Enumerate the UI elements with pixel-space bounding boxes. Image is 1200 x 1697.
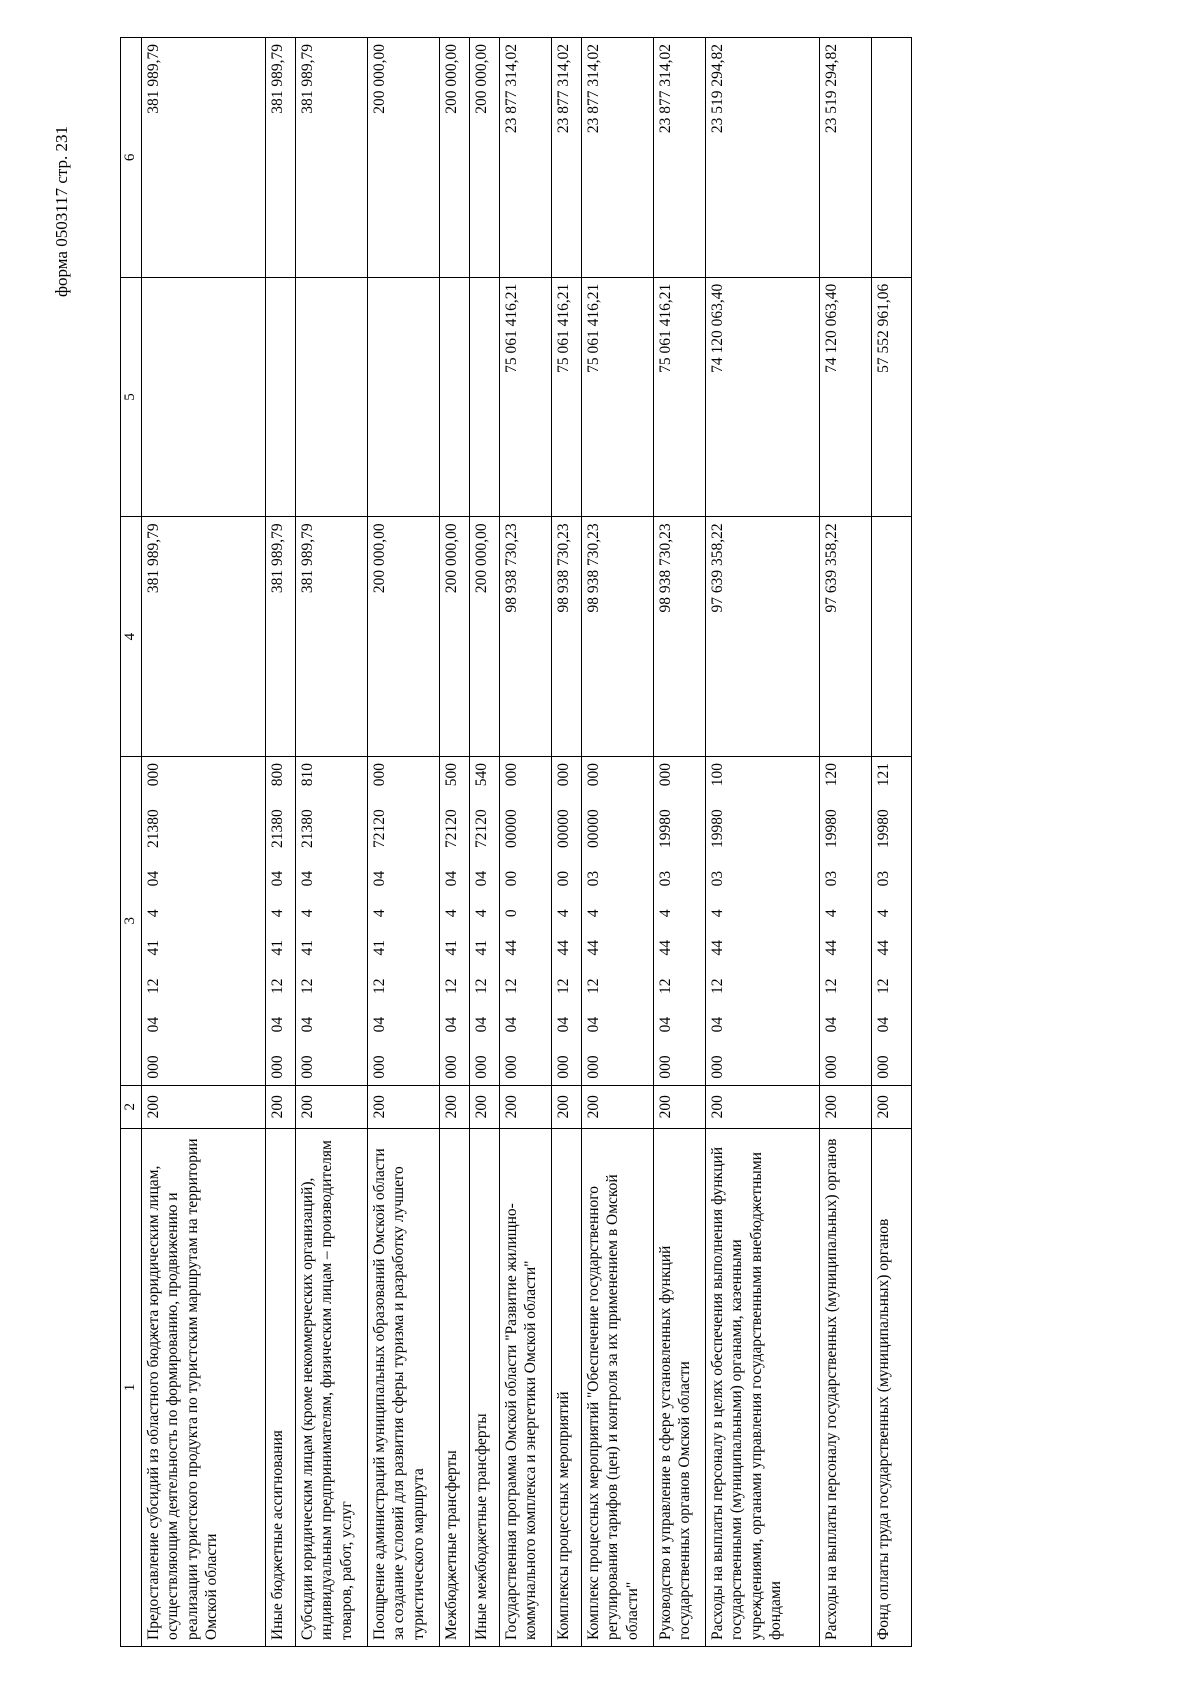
budget-code-segment: 12	[269, 978, 286, 994]
row-line-code-cell: 200	[872, 1085, 912, 1128]
column-number-row	[121, 38, 142, 1647]
table-row	[582, 38, 654, 1647]
budget-code-segment: 4	[269, 909, 286, 918]
budget-table	[120, 37, 912, 1647]
budget-code-segment: 000	[503, 763, 520, 787]
column-number: 5	[121, 277, 142, 517]
budget-code-segment: 00000	[585, 809, 602, 848]
budget-code-segment: 4	[657, 909, 674, 918]
budget-code-segment: 04	[371, 870, 388, 887]
table-row	[296, 38, 368, 1647]
budget-code-segment: 12	[473, 978, 490, 994]
row-unexecuted-cell: 200 000,00	[440, 38, 470, 278]
budget-code-segment: 12	[555, 978, 572, 994]
row-line-code-cell: 200	[706, 1085, 820, 1128]
row-approved-cell: 381 989,79	[296, 517, 368, 757]
row-unexecuted-cell: 200 000,00	[470, 38, 500, 278]
row-executed-cell	[142, 277, 266, 517]
budget-code-segment: 000	[657, 1055, 674, 1079]
row-executed-cell	[440, 277, 470, 517]
budget-code	[554, 763, 573, 1079]
row-executed-cell	[296, 277, 368, 517]
budget-code-segment: 04	[269, 870, 286, 887]
budget-code	[822, 763, 841, 1079]
row-executed-cell: 75 061 416,21	[582, 277, 654, 517]
budget-code-segment: 04	[473, 1016, 490, 1033]
budget-code-segment: 04	[443, 870, 460, 887]
row-budget-code-cell	[500, 756, 552, 1085]
budget-code-segment: 41	[299, 940, 316, 956]
budget-code-segment: 000	[371, 763, 388, 787]
budget-code-segment: 120	[823, 763, 840, 787]
budget-code-segment: 44	[555, 940, 572, 956]
budget-code	[656, 763, 675, 1079]
row-line-code-cell: 200	[500, 1085, 552, 1128]
row-line-code-cell: 200	[266, 1085, 296, 1128]
budget-code	[144, 763, 163, 1079]
row-unexecuted-cell: 23 877 314,02	[552, 38, 582, 278]
row-executed-cell: 75 061 416,21	[654, 277, 706, 517]
row-executed-cell	[470, 277, 500, 517]
budget-code-segment: 12	[875, 978, 892, 994]
table-row	[470, 38, 500, 1647]
table-row	[440, 38, 470, 1647]
budget-code-segment: 4	[443, 909, 460, 918]
column-number: 3	[121, 756, 142, 1085]
row-unexecuted-cell: 381 989,79	[266, 38, 296, 278]
budget-code	[472, 763, 491, 1079]
budget-code-segment: 21380	[145, 809, 162, 848]
budget-code	[502, 763, 521, 1079]
budget-code-segment: 72120	[473, 809, 490, 848]
budget-code-segment: 21380	[269, 809, 286, 848]
row-executed-cell: 74 120 063,40	[706, 277, 820, 517]
table-row	[872, 38, 912, 1647]
budget-code-segment: 04	[371, 1016, 388, 1033]
budget-code-segment: 4	[555, 909, 572, 918]
row-approved-cell: 98 938 730,23	[654, 517, 706, 757]
row-line-code-cell: 200	[368, 1085, 440, 1128]
budget-code-segment: 04	[875, 1016, 892, 1033]
column-number: 2	[121, 1085, 142, 1128]
row-line-code-cell: 200	[654, 1085, 706, 1128]
budget-code-segment: 04	[555, 1016, 572, 1033]
budget-code-segment: 44	[657, 940, 674, 956]
budget-code-segment: 000	[585, 1055, 602, 1079]
table-row	[820, 38, 872, 1647]
budget-code-segment: 03	[875, 870, 892, 887]
budget-code-segment: 19980	[823, 809, 840, 848]
row-unexecuted-cell: 381 989,79	[296, 38, 368, 278]
budget-code-segment: 4	[709, 909, 726, 918]
budget-code-segment: 4	[145, 909, 162, 918]
table-row	[368, 38, 440, 1647]
budget-code-segment: 000	[443, 1055, 460, 1079]
row-budget-code-cell	[266, 756, 296, 1085]
row-executed-cell	[266, 277, 296, 517]
budget-code-segment: 19980	[709, 809, 726, 848]
budget-code-segment: 04	[657, 1016, 674, 1033]
budget-code-segment: 03	[709, 870, 726, 887]
budget-code-segment: 800	[269, 763, 286, 787]
row-name-cell: Поощрение администраций муниципальных образований Омской области за создание условий для развития сферы туризма и разработку лучшего туристического маршрута	[368, 1128, 440, 1646]
row-name-cell: Иные межбюджетные трансферты	[470, 1128, 500, 1646]
row-line-code-cell: 200	[142, 1085, 266, 1128]
row-unexecuted-cell: 200 000,00	[368, 38, 440, 278]
row-unexecuted-cell: 23 519 294,82	[706, 38, 820, 278]
table-row	[552, 38, 582, 1647]
budget-code-segment: 41	[371, 940, 388, 956]
budget-code-segment: 4	[875, 909, 892, 918]
budget-code-segment: 000	[269, 1055, 286, 1079]
column-number: 1	[121, 1128, 142, 1646]
budget-code-segment: 04	[145, 1016, 162, 1033]
row-budget-code-cell	[582, 756, 654, 1085]
budget-code	[874, 763, 893, 1079]
budget-code	[298, 763, 317, 1079]
row-budget-code-cell	[654, 756, 706, 1085]
form-note: форма 0503117 стр. 231	[52, 126, 71, 297]
row-name-cell: Субсидии юридическим лицам (кроме некоммерческих организаций), индивидуальным предпринимателям, физическим лицам – производителям товаров, работ, услуг	[296, 1128, 368, 1646]
budget-code-segment: 44	[709, 940, 726, 956]
budget-code-segment: 04	[585, 1016, 602, 1033]
budget-code-segment: 12	[443, 978, 460, 994]
budget-code-segment: 00	[503, 870, 520, 887]
row-budget-code-cell	[820, 756, 872, 1085]
budget-code-segment: 000	[657, 763, 674, 787]
budget-code-segment: 04	[709, 1016, 726, 1033]
row-executed-cell: 75 061 416,21	[552, 277, 582, 517]
budget-code-segment: 000	[299, 1055, 316, 1079]
row-approved-cell: 97 639 358,22	[706, 517, 820, 757]
table-row	[266, 38, 296, 1647]
budget-code-segment: 44	[875, 940, 892, 956]
budget-code	[370, 763, 389, 1079]
budget-code-segment: 000	[709, 1055, 726, 1079]
row-name-cell: Расходы на выплаты персоналу в целях обеспечения выполнения функций государственными (муниципальными) органами, казенными учреждениями, органами управления государственными внебюджетными фондами	[706, 1128, 820, 1646]
budget-code-segment: 00000	[503, 809, 520, 848]
budget-code-segment: 04	[473, 870, 490, 887]
budget-code-segment: 4	[299, 909, 316, 918]
budget-code-segment: 000	[555, 763, 572, 787]
row-name-cell: Комплекс процессных мероприятий "Обеспечение государственного регулирования тарифов (цен) и контроля за их применением в Омской области"	[582, 1128, 654, 1646]
row-name-cell: Государственная программа Омской области "Развитие жилищно-коммунального комплекса и энергетики Омской области"	[500, 1128, 552, 1646]
budget-code-segment: 000	[145, 1055, 162, 1079]
budget-code-segment: 4	[585, 909, 602, 918]
budget-code-segment: 12	[709, 978, 726, 994]
row-unexecuted-cell: 23 877 314,02	[500, 38, 552, 278]
row-budget-code-cell	[872, 756, 912, 1085]
budget-code-segment: 000	[473, 1055, 490, 1079]
budget-code-segment: 12	[299, 978, 316, 994]
budget-code-segment: 00000	[555, 809, 572, 848]
budget-code-segment: 12	[657, 978, 674, 994]
budget-code-segment: 04	[503, 1016, 520, 1033]
budget-code	[268, 763, 287, 1079]
budget-code-segment: 41	[145, 940, 162, 956]
budget-code-segment: 04	[269, 1016, 286, 1033]
budget-code-segment: 44	[585, 940, 602, 956]
budget-code-segment: 44	[823, 940, 840, 956]
budget-code-segment: 4	[823, 909, 840, 918]
budget-code	[442, 763, 461, 1079]
budget-code-segment: 21380	[299, 809, 316, 848]
row-name-cell: Иные бюджетные ассигнования	[266, 1128, 296, 1646]
budget-code-segment: 0	[503, 909, 520, 918]
row-executed-cell: 75 061 416,21	[500, 277, 552, 517]
row-line-code-cell: 200	[820, 1085, 872, 1128]
budget-code-segment: 500	[443, 763, 460, 787]
row-line-code-cell: 200	[470, 1085, 500, 1128]
budget-code-segment: 000	[503, 1055, 520, 1079]
budget-code-segment: 12	[503, 978, 520, 994]
row-approved-cell: 200 000,00	[470, 517, 500, 757]
budget-code-segment: 810	[299, 763, 316, 787]
row-approved-cell	[872, 517, 912, 757]
table-row	[142, 38, 266, 1647]
row-executed-cell	[368, 277, 440, 517]
column-number: 6	[121, 38, 142, 278]
row-name-cell: Межбюджетные трансферты	[440, 1128, 470, 1646]
row-approved-cell: 381 989,79	[266, 517, 296, 757]
budget-code-segment: 72120	[443, 809, 460, 848]
budget-code-segment: 03	[823, 870, 840, 887]
budget-code-segment: 19980	[875, 809, 892, 848]
budget-code	[708, 763, 727, 1079]
budget-code-segment: 000	[371, 1055, 388, 1079]
budget-code-segment: 12	[585, 978, 602, 994]
row-name-cell: Расходы на выплаты персоналу государственных (муниципальных) органов	[820, 1128, 872, 1646]
budget-code-segment: 04	[299, 1016, 316, 1033]
row-budget-code-cell	[706, 756, 820, 1085]
budget-code-segment: 000	[875, 1055, 892, 1079]
budget-code-segment: 03	[657, 870, 674, 887]
budget-code-segment: 41	[443, 940, 460, 956]
row-unexecuted-cell: 23 877 314,02	[582, 38, 654, 278]
budget-code-segment: 12	[823, 978, 840, 994]
budget-code-segment: 4	[473, 909, 490, 918]
row-unexecuted-cell: 23 519 294,82	[820, 38, 872, 278]
budget-code-segment: 000	[555, 1055, 572, 1079]
row-budget-code-cell	[552, 756, 582, 1085]
budget-code-segment: 000	[823, 1055, 840, 1079]
row-budget-code-cell	[440, 756, 470, 1085]
row-approved-cell: 200 000,00	[368, 517, 440, 757]
row-executed-cell: 57 552 961,06	[872, 277, 912, 517]
table-row	[654, 38, 706, 1647]
row-approved-cell: 200 000,00	[440, 517, 470, 757]
row-name-cell: Предоставление субсидий из областного бюджета юридическим лицам, осуществляющим деятельность по формированию, продвижению и реализации туристского продукта по туристским маршрутам на территории Омской области	[142, 1128, 266, 1646]
budget-code-segment: 00	[555, 870, 572, 887]
row-line-code-cell: 200	[440, 1085, 470, 1128]
row-approved-cell: 98 938 730,23	[552, 517, 582, 757]
row-approved-cell: 381 989,79	[142, 517, 266, 757]
row-unexecuted-cell	[872, 38, 912, 278]
budget-code-segment: 12	[145, 978, 162, 994]
budget-code-segment: 44	[503, 940, 520, 956]
budget-code-segment: 04	[145, 870, 162, 887]
row-approved-cell: 98 938 730,23	[500, 517, 552, 757]
row-unexecuted-cell: 23 877 314,02	[654, 38, 706, 278]
row-executed-cell: 74 120 063,40	[820, 277, 872, 517]
budget-code-segment: 000	[585, 763, 602, 787]
row-name-cell: Комплексы процессных мероприятий	[552, 1128, 582, 1646]
row-name-cell: Фонд оплаты труда государственных (муниципальных) органов	[872, 1128, 912, 1646]
budget-code	[584, 763, 603, 1079]
row-line-code-cell: 200	[296, 1085, 368, 1128]
budget-code-segment: 72120	[371, 809, 388, 848]
budget-code-segment: 41	[269, 940, 286, 956]
budget-code-segment: 41	[473, 940, 490, 956]
budget-code-segment: 19980	[657, 809, 674, 848]
row-approved-cell: 98 938 730,23	[582, 517, 654, 757]
budget-code-segment: 03	[585, 870, 602, 887]
column-number: 4	[121, 517, 142, 757]
row-line-code-cell: 200	[582, 1085, 654, 1128]
row-budget-code-cell	[470, 756, 500, 1085]
budget-code-segment: 12	[371, 978, 388, 994]
table-row	[706, 38, 820, 1647]
row-approved-cell: 97 639 358,22	[820, 517, 872, 757]
budget-code-segment: 04	[823, 1016, 840, 1033]
row-line-code-cell: 200	[552, 1085, 582, 1128]
row-budget-code-cell	[296, 756, 368, 1085]
budget-code-segment: 4	[371, 909, 388, 918]
table-row	[500, 38, 552, 1647]
row-budget-code-cell	[368, 756, 440, 1085]
budget-code-segment: 540	[473, 763, 490, 787]
row-name-cell: Руководство и управление в сфере установленных функций государственных органов Омской области	[654, 1128, 706, 1646]
budget-code-segment: 121	[875, 763, 892, 787]
budget-code-segment: 04	[299, 870, 316, 887]
budget-code-segment: 100	[709, 763, 726, 787]
row-unexecuted-cell: 381 989,79	[142, 38, 266, 278]
budget-code-segment: 04	[443, 1016, 460, 1033]
row-budget-code-cell	[142, 756, 266, 1085]
budget-code-segment: 000	[145, 763, 162, 787]
